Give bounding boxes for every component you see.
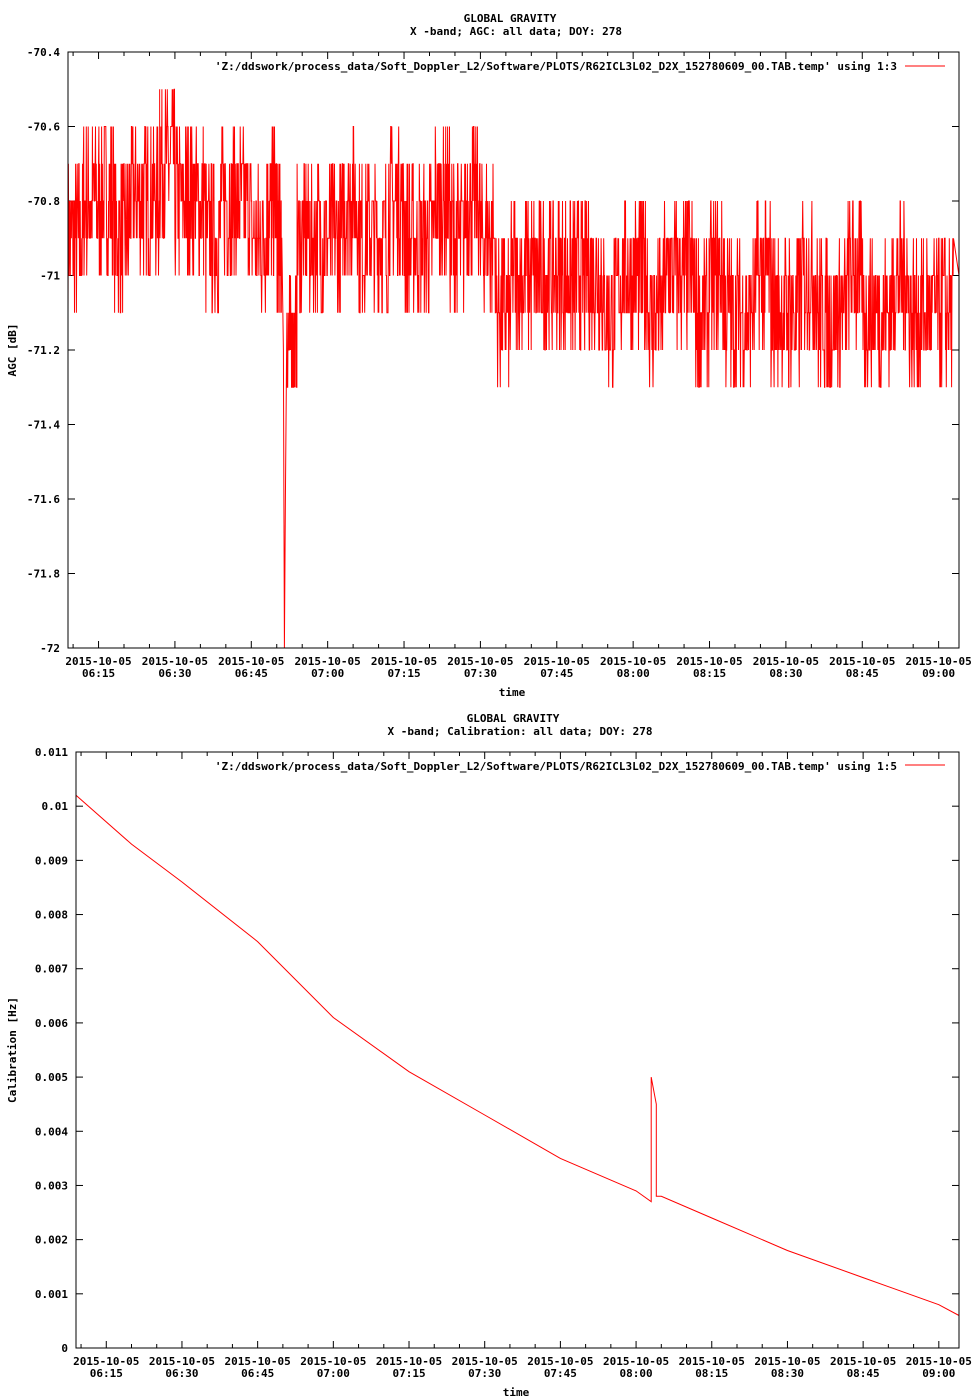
agc-x-tick-time: 08:00 bbox=[616, 667, 650, 680]
calibration-x-tick-date: 2015-10-05 bbox=[375, 1355, 443, 1368]
calibration-y-tick-label: 0.004 bbox=[34, 1125, 68, 1139]
agc-x-tick-date: 2015-10-05 bbox=[829, 655, 896, 668]
agc-y-tick-label: -72 bbox=[40, 642, 60, 655]
agc-y-axis-label: AGC [dB] bbox=[6, 323, 19, 377]
agc-x-tick-time: 09:00 bbox=[922, 667, 956, 680]
agc-x-tick-time: 08:30 bbox=[769, 667, 803, 680]
calibration-x-tick-time: 08:30 bbox=[770, 1367, 805, 1380]
calibration-x-tick-date: 2015-10-05 bbox=[754, 1355, 821, 1368]
calibration-x-tick-date: 2015-10-05 bbox=[224, 1355, 291, 1368]
calibration-x-tick-time: 08:00 bbox=[619, 1367, 653, 1380]
calibration-x-tick-time: 07:30 bbox=[468, 1367, 502, 1380]
calibration-x-tick-date: 2015-10-05 bbox=[73, 1355, 140, 1368]
calibration-y-tick-label: 0.01 bbox=[41, 800, 68, 814]
agc-x-tick-time: 07:15 bbox=[387, 667, 421, 680]
calibration-y-tick-label: 0.003 bbox=[34, 1179, 68, 1193]
agc-x-tick-date: 2015-10-05 bbox=[905, 655, 972, 668]
calibration-x-tick-time: 06:45 bbox=[241, 1367, 275, 1380]
calibration-x-tick-date: 2015-10-05 bbox=[148, 1355, 216, 1368]
agc-x-tick-date: 2015-10-05 bbox=[370, 655, 438, 668]
calibration-y-tick-label: 0.011 bbox=[34, 746, 68, 759]
calibration-y-tick-label: 0.008 bbox=[34, 908, 68, 922]
calibration-x-axis-label: time bbox=[502, 1386, 530, 1399]
calibration-plot-frame bbox=[76, 752, 959, 1348]
calibration-x-tick-date: 2015-10-05 bbox=[451, 1355, 518, 1368]
calibration-y-tick-label: 0.005 bbox=[34, 1071, 68, 1085]
calibration-series-line bbox=[76, 795, 959, 1315]
calibration-x-tick-date: 2015-10-05 bbox=[830, 1355, 897, 1368]
agc-x-tick-date: 2015-10-05 bbox=[65, 655, 132, 668]
calibration-y-tick-label: 0.009 bbox=[34, 854, 68, 868]
agc-y-tick-label: -70.8 bbox=[26, 195, 60, 208]
agc-x-tick-date: 2015-10-05 bbox=[600, 655, 667, 668]
calibration-x-tick-time: 06:30 bbox=[165, 1367, 199, 1380]
agc-y-tick-label: -70.4 bbox=[26, 46, 60, 59]
calibration-y-axis-label: Calibration [Hz] bbox=[6, 997, 19, 1103]
agc-x-tick-date: 2015-10-05 bbox=[676, 655, 743, 668]
agc-y-tick-label: -71.6 bbox=[26, 493, 60, 506]
agc-series-line bbox=[68, 89, 959, 648]
agc-x-tick-date: 2015-10-05 bbox=[294, 655, 361, 668]
calibration-y-tick-label: 0 bbox=[61, 1342, 68, 1355]
agc-x-tick-time: 07:00 bbox=[311, 667, 345, 680]
agc-x-tick-time: 08:15 bbox=[692, 667, 727, 680]
agc-chart-title: GLOBAL GRAVITY bbox=[463, 12, 557, 25]
calibration-x-tick-date: 2015-10-05 bbox=[905, 1355, 972, 1368]
agc-x-tick-time: 06:30 bbox=[158, 667, 192, 680]
agc-x-tick-date: 2015-10-05 bbox=[447, 655, 514, 668]
calibration-y-tick-label: 0.002 bbox=[34, 1233, 68, 1247]
calibration-x-tick-time: 08:15 bbox=[695, 1367, 729, 1380]
agc-x-tick-time: 06:45 bbox=[234, 667, 268, 680]
agc-x-tick-time: 08:45 bbox=[845, 667, 879, 680]
calibration-chart-panel bbox=[6, 712, 972, 1399]
calibration-x-tick-time: 06:15 bbox=[89, 1367, 123, 1380]
agc-x-axis-label: time bbox=[498, 686, 526, 699]
agc-chart-panel bbox=[6, 12, 972, 699]
calibration-x-tick-time: 07:00 bbox=[316, 1367, 350, 1380]
calibration-x-tick-time: 07:15 bbox=[392, 1367, 426, 1380]
agc-x-tick-date: 2015-10-05 bbox=[752, 655, 820, 668]
agc-x-tick-time: 07:45 bbox=[540, 667, 574, 680]
calibration-x-tick-date: 2015-10-05 bbox=[602, 1355, 670, 1368]
calibration-x-tick-time: 07:45 bbox=[543, 1367, 577, 1380]
agc-chart-subtitle: X -band; AGC: all data; DOY: 278 bbox=[410, 25, 622, 38]
agc-y-tick-label: -71.2 bbox=[26, 344, 60, 357]
agc-x-tick-date: 2015-10-05 bbox=[523, 655, 590, 668]
agc-y-tick-label: -71.8 bbox=[26, 567, 60, 581]
calibration-x-tick-time: 09:00 bbox=[922, 1367, 956, 1380]
calibration-x-tick-time: 08:45 bbox=[846, 1367, 880, 1380]
agc-y-tick-label: -71 bbox=[40, 269, 60, 283]
agc-y-tick-label: -71.4 bbox=[26, 418, 60, 432]
calibration-x-tick-date: 2015-10-05 bbox=[678, 1355, 745, 1368]
calibration-x-tick-date: 2015-10-05 bbox=[527, 1355, 594, 1368]
agc-x-tick-time: 06:15 bbox=[81, 667, 116, 680]
agc-x-tick-date: 2015-10-05 bbox=[218, 655, 285, 668]
calibration-x-tick-date: 2015-10-05 bbox=[300, 1355, 367, 1368]
calibration-chart-title: GLOBAL GRAVITY bbox=[466, 712, 560, 725]
agc-y-tick-label: -70.6 bbox=[26, 120, 60, 134]
calibration-y-tick-label: 0.007 bbox=[34, 962, 68, 976]
calibration-y-tick-label: 0.006 bbox=[34, 1016, 68, 1030]
agc-x-tick-date: 2015-10-05 bbox=[141, 655, 209, 668]
calibration-legend-label: 'Z:/ddswork/process_data/Soft_Doppler_L2/Software/PLOTS/R62ICL3L02_D2X_152780609_00.TAB.temp' using 1:5 bbox=[214, 760, 897, 773]
calibration-chart-subtitle: X -band; Calibration: all data; DOY: 278 bbox=[387, 725, 653, 738]
calibration-y-tick-label: 0.001 bbox=[34, 1287, 68, 1301]
agc-legend-label: 'Z:/ddswork/process_data/Soft_Doppler_L2/Software/PLOTS/R62ICL3L02_D2X_152780609_00.TAB.temp' using 1:3 bbox=[214, 60, 897, 73]
agc-x-tick-time: 07:30 bbox=[463, 667, 497, 680]
